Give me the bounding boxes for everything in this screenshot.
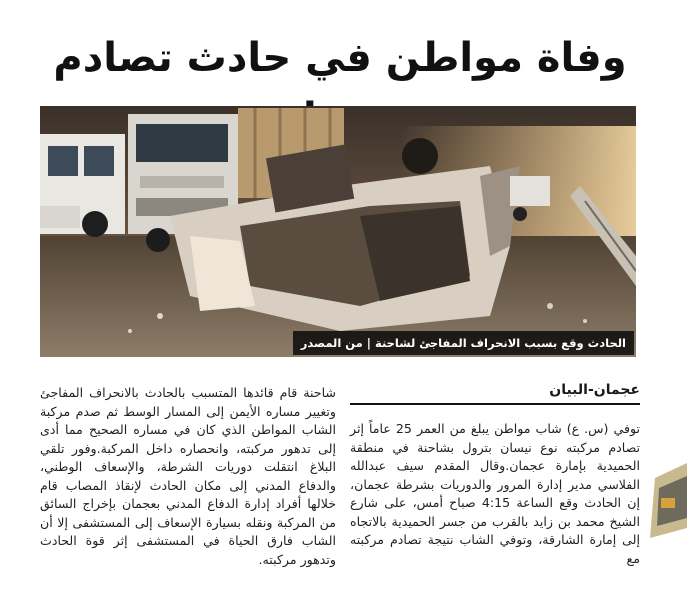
article-headline: وفاة مواطن في حادث تصادم — [53, 35, 627, 81]
photo-caption: الحادث وقع بسبب الانحراف المفاجئ لشاحنة | من المصدر — [293, 331, 634, 355]
adjacent-story-thumbnail — [645, 458, 687, 548]
article-column-left: شاحنة قام قائدها المتسبب بالحادث بالانحراف المفاجئ وتغيير مساره الأيمن إلى المسار الوسط ثم صدم مركبة الشاب المواطن الذي كان في مساره الصحيح مما أدى إلى تدهور مركبته، وانحصاره داخل المركبة.وفور تلقي البلاغ انتقلت دوريات الشرطة، والإسعاف الوطني، والدفاع المدني إلى مكان الحادث لإنقاذ المصاب قام خلالها أفراد إدارة الدفاع المدني بعجمان بإخراج السائق من المركبة ونقله بسيارة الإسعاف إلى المستشفى إلا أن الشاب فارق الحياة في المستشفى إثر قوة الحادث وتدهور مركبته. — [40, 385, 336, 567]
article-column-right: توفي (س. ع) شاب مواطن يبلغ من العمر 25 عاماً إثر تصادم مركبته نوع نيسان بترول بشاحنة في منطقة الحميدية بإمارة عجمان.وقال المقدم سيف عبدالله الفلاسي مدير إدارة المرور والدوريات بشرطة عجمان، إن الحادث وقع الساعة 4:15 صباح أمس، على شارع الشيخ محمد بن زايد بالقرب من جسر الحميدية بالاتجاه إلى إمارة الشارقة، وتوفي الشاب نتيجة تصادم مركبته مع — [350, 421, 640, 566]
accident-scene-illustration — [40, 106, 636, 357]
accident-photo — [40, 106, 636, 357]
byline: عجمان-البيان — [350, 380, 640, 405]
